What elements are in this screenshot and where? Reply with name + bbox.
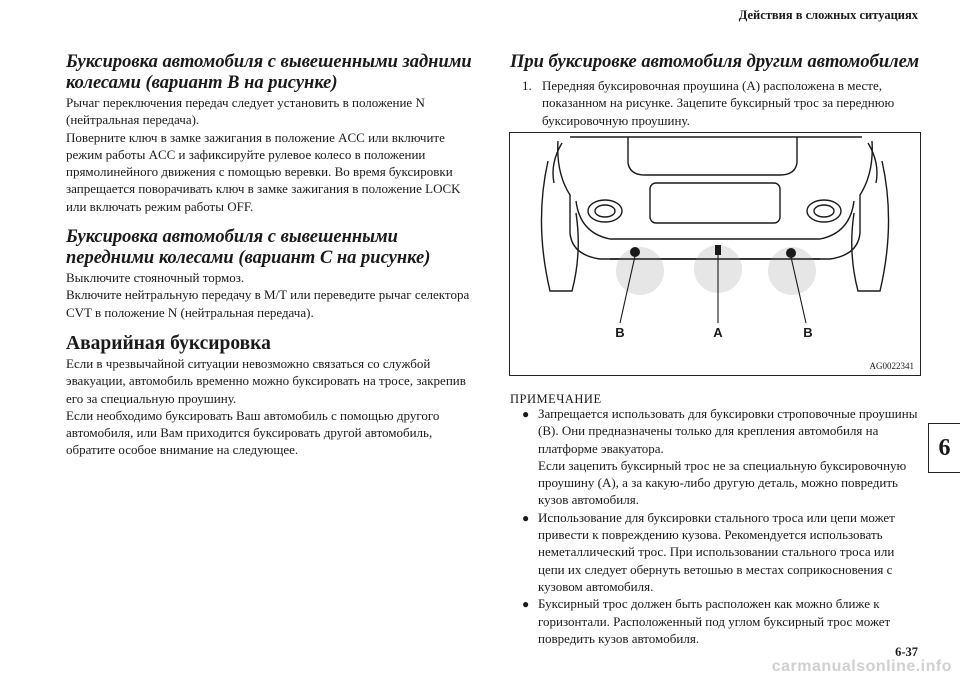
section-title-rear-lift: Буксировка автомобиля с вывешенными задними колесами (вариант B на рисунке) [66, 52, 472, 93]
running-header: Действия в сложных ситуациях [738, 8, 918, 22]
bullet-icon: ● [522, 597, 530, 612]
note-item [522, 405, 922, 509]
paragraph: Рычаг переключения передач следует установить в положение N (нейтральная передача). [66, 95, 425, 128]
section-title-emergency-towing: Аварийная буксировка [66, 332, 271, 354]
note-text: Использование для буксировки стального троса или цепи может привести к повреждению кузова. Рекомендуется использовать неметаллический трос. При использовании стального троса или цепи их следует обернуть ветошью в местах соприкосновения с кузовом автомобиля. [538, 509, 895, 594]
step-text: Передняя буксировочная проушина (A) расположена в месте, показанном на рисунке. Зацепите буксирный трос за переднюю буксировочную проушину. [542, 78, 895, 128]
label-b-left: B [615, 325, 625, 340]
watermark: carmanualsonline.info [771, 658, 952, 675]
step-item [510, 77, 920, 129]
notes-list [522, 405, 922, 647]
note-title: ПРИМЕЧАНИЕ [510, 392, 602, 406]
step-number: 1. [522, 78, 532, 93]
section-title-towing-by-vehicle: При буксировке автомобиля другим автомобилем [510, 52, 920, 72]
bullet-icon: ● [522, 407, 530, 421]
paragraph: Если необходимо буксировать Ваш автомобиль с помощью другого автомобиля, или Вам приходится буксировать другой автомобиль, обратите особое внимание на следующее. [66, 407, 440, 458]
paragraph: Включите нейтральную передачу в M/T или переведите рычаг селектора CVT в положение N (нейтральная передача). [66, 287, 470, 320]
note-item [522, 595, 922, 647]
figure-code: AG0022341 [869, 361, 914, 371]
towing-eye-figure [509, 132, 921, 376]
left-column [66, 52, 482, 459]
bullet-icon: ● [522, 510, 530, 525]
chapter-tab: 6 [928, 423, 960, 473]
car-front-illustration [510, 133, 922, 377]
label-a: A [713, 325, 723, 340]
label-b-right: B [803, 325, 813, 340]
paragraph: Выключите стояночный тормоз. [66, 270, 245, 286]
paragraph: Если в чрезвычайной ситуации невозможно связаться со службой эвакуации, автомобиль временно можно буксировать на тросе, закрепив его за специальную проушину. [66, 355, 466, 406]
section-title-front-lift: Буксировка автомобиля с вывешенными передними колесами (вариант C на рисунке) [66, 227, 431, 269]
note-text: Буксирный трос должен быть расположен как можно ближе к горизонтали. Расположенный под углом буксирный трос может повредить кузов автомобиля. [538, 596, 891, 646]
note-item [522, 509, 922, 595]
paragraph: Поверните ключ в замке зажигания в положение ACC или включите режим работы ACC и зафиксируйте рулевое колесо в положении прямолинейного движения с помощью веревки. Во время буксировки запрещается поворачивать ключ в замке зажигания в положение LOCK или включать режим работы OFF. [66, 129, 461, 214]
right-column [510, 52, 920, 129]
note-text: Если зацепить буксирный трос не за специальную буксировочную проушину (A), а за какую-либо другую деталь, можно повредить кузов автомобиля. [538, 457, 907, 508]
note-text: Запрещается использовать для буксировки строповочные проушины (B). Они предназначены только для крепления автомобиля на платформе эвакуатора. [538, 406, 918, 456]
page-number: 6-37 [895, 645, 918, 659]
